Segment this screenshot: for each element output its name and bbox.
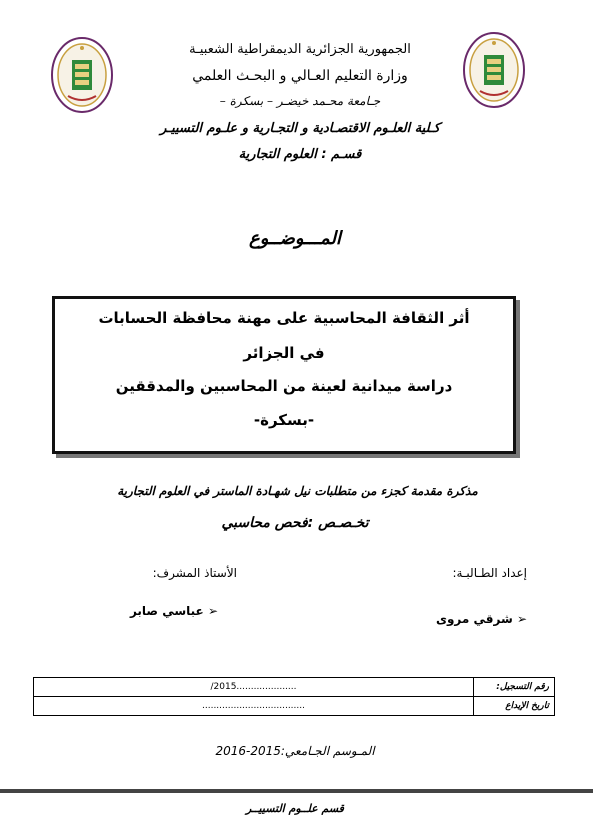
ministry-title: وزارة التعليم العـالي و البحـث العلمي [192,68,408,84]
supervisor-label: الأستاذ المشرف: [152,566,237,580]
student-entry [400,612,527,626]
faculty-name: كـلية العلـوم الاقتصـادية و التجـارية و علـوم التسييـر [160,121,440,136]
footer-divider [0,789,593,793]
arrow-bullet-icon: ➢ [516,612,527,626]
deposit-date-label: تاريخ الإيداع [474,697,555,716]
student-label: إعداد الطـالبـة: [452,566,527,580]
registration-number-value: /2015..................... [34,678,474,697]
memo-description: مذكرة مقدمة كجزء من متطلبات نيل شهـادة الماستر في العلوم التجارية [117,484,478,498]
university-logo-left [50,36,114,114]
department-name: قسـم : العلوم التجارية [238,147,362,162]
university-name: جـامعة محـمد خيضـر – بسكرة – [219,94,381,108]
academic-year: المـوسم الجـامعي:2015-2016 [215,744,375,758]
registration-number-label: رقم التسجيل: [474,678,555,697]
footer-department: قسم علــوم التسييــر [246,802,344,815]
title-line-4: -بسكرة- [253,411,315,429]
supervisor-name: عباسي صابر [129,604,204,618]
title-line-3: دراسة ميدانية لعينة من المحاسبين والمدققين [115,377,453,395]
table-row [34,678,555,697]
student-name: شرقي مروى [435,612,513,626]
arrow-bullet-icon: ➢ [207,604,218,618]
table-row [34,697,555,716]
memo-specialty: تخـصـص :فحص محاسبي [221,515,369,531]
title-line-1: أثر الثقافة المحاسبية على مهنة محافظة الحسابات [98,309,470,327]
title-line-2: في الجزائر [243,344,325,362]
topic-heading: المـــوضــوع [249,228,341,249]
thesis-title-box [52,296,516,454]
republic-title: الجمهورية الجزائرية الديمقراطية الشعبيـة [189,42,411,57]
registration-table [33,677,555,716]
deposit-date-value: .................................... [34,697,474,716]
supervisor-entry [100,604,218,618]
